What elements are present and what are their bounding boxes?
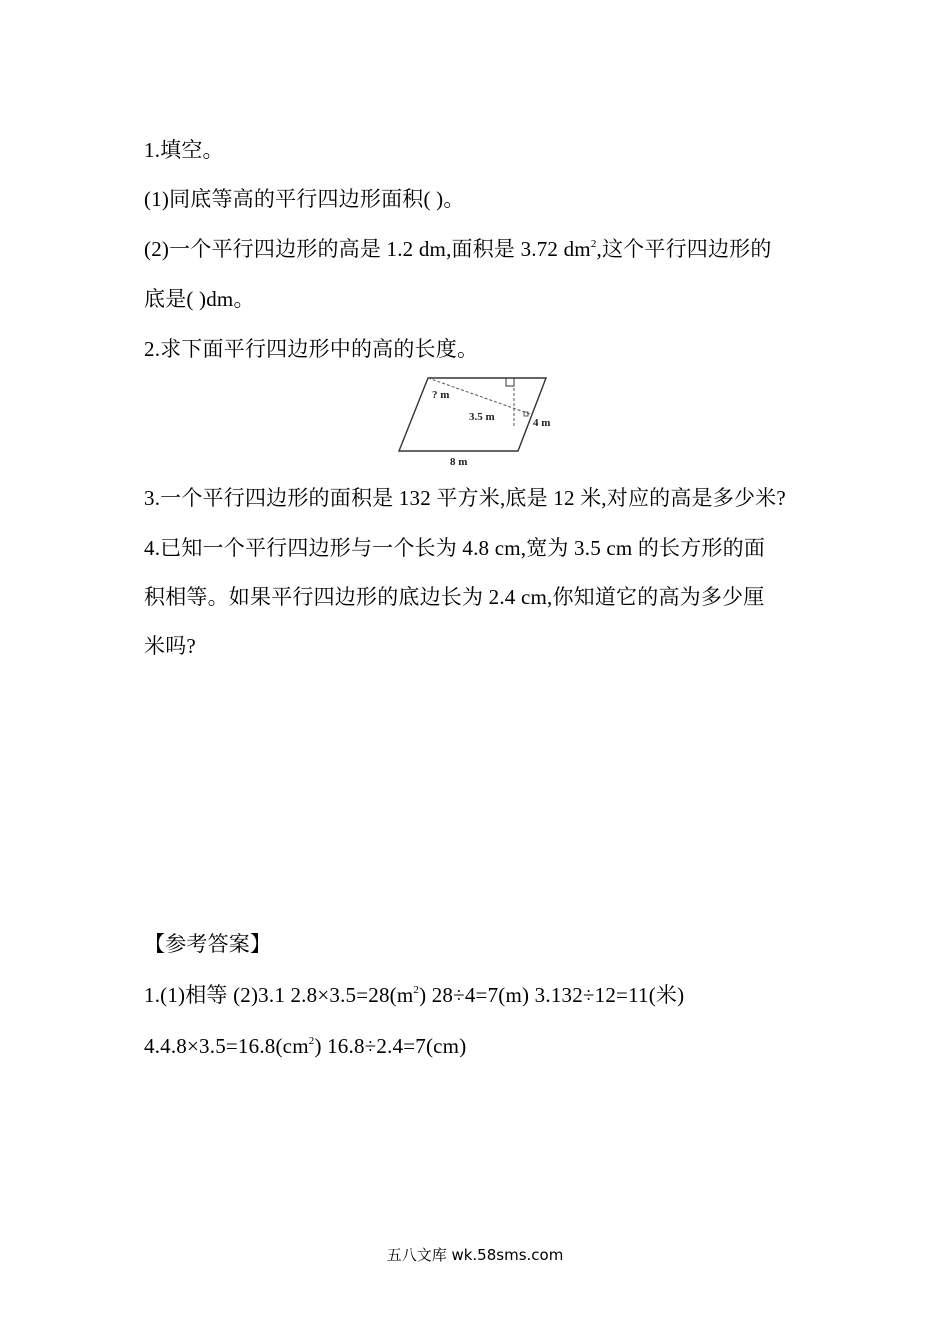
question-1-part-2 (144, 235, 772, 263)
question-4-line-2: 积相等。如果平行四边形的底边长为 2.4 cm,你知道它的高为多少厘 (144, 585, 765, 609)
question-1-part-2-continued: 底是( )dm。 (144, 287, 255, 311)
answers-line-2-text: 4.4.8×3.5=16.8(cm (144, 1034, 309, 1058)
label-unknown-height: ? m (432, 389, 450, 401)
superscript: 2 (590, 238, 597, 250)
right-angle-top-marker (506, 378, 514, 386)
answers-line-1-text-end: ) 28÷4=7(m) 3.132÷12=11(米) (419, 983, 685, 1007)
superscript: 2 (308, 1035, 315, 1047)
question-1-part-1: (1)同底等高的平行四边形面积( )。 (144, 187, 465, 211)
label-height: 3.5 m (469, 411, 495, 423)
label-base: 8 m (450, 456, 468, 468)
parallelogram-figure (390, 370, 570, 470)
answers-heading: 【参考答案】 (144, 932, 272, 956)
answers-line-1-text: 1.(1)相等 (2)3.1 2.8×3.5=28(m (144, 983, 414, 1007)
question-2-title: 2.求下面平行四边形中的高的长度。 (144, 337, 479, 361)
answers-line-2 (144, 1032, 466, 1060)
parallelogram-diagram (390, 370, 570, 470)
footer-watermark: 五八文库 wk.58sms.com (386, 1246, 564, 1264)
question-1-title: 1.填空。 (144, 138, 224, 162)
question-3: 3.一个平行四边形的面积是 132 平方米,底是 12 米,对应的高是多少米? (144, 486, 786, 510)
question-1-part-2-text-end: ,这个平行四边形的 (596, 237, 772, 261)
question-1-part-2-text: (2)一个平行四边形的高是 1.2 dm,面积是 3.72 dm (144, 237, 591, 261)
answers-line-2-text-end: ) 16.8÷2.4=7(cm) (314, 1034, 467, 1058)
label-side: 4 m (533, 417, 551, 429)
question-4-line-1: 4.已知一个平行四边形与一个长为 4.8 cm,宽为 3.5 cm 的长方形的面 (144, 536, 766, 560)
superscript: 2 (413, 984, 420, 996)
question-4-line-3: 米吗? (144, 634, 196, 658)
answers-line-1 (144, 981, 684, 1009)
